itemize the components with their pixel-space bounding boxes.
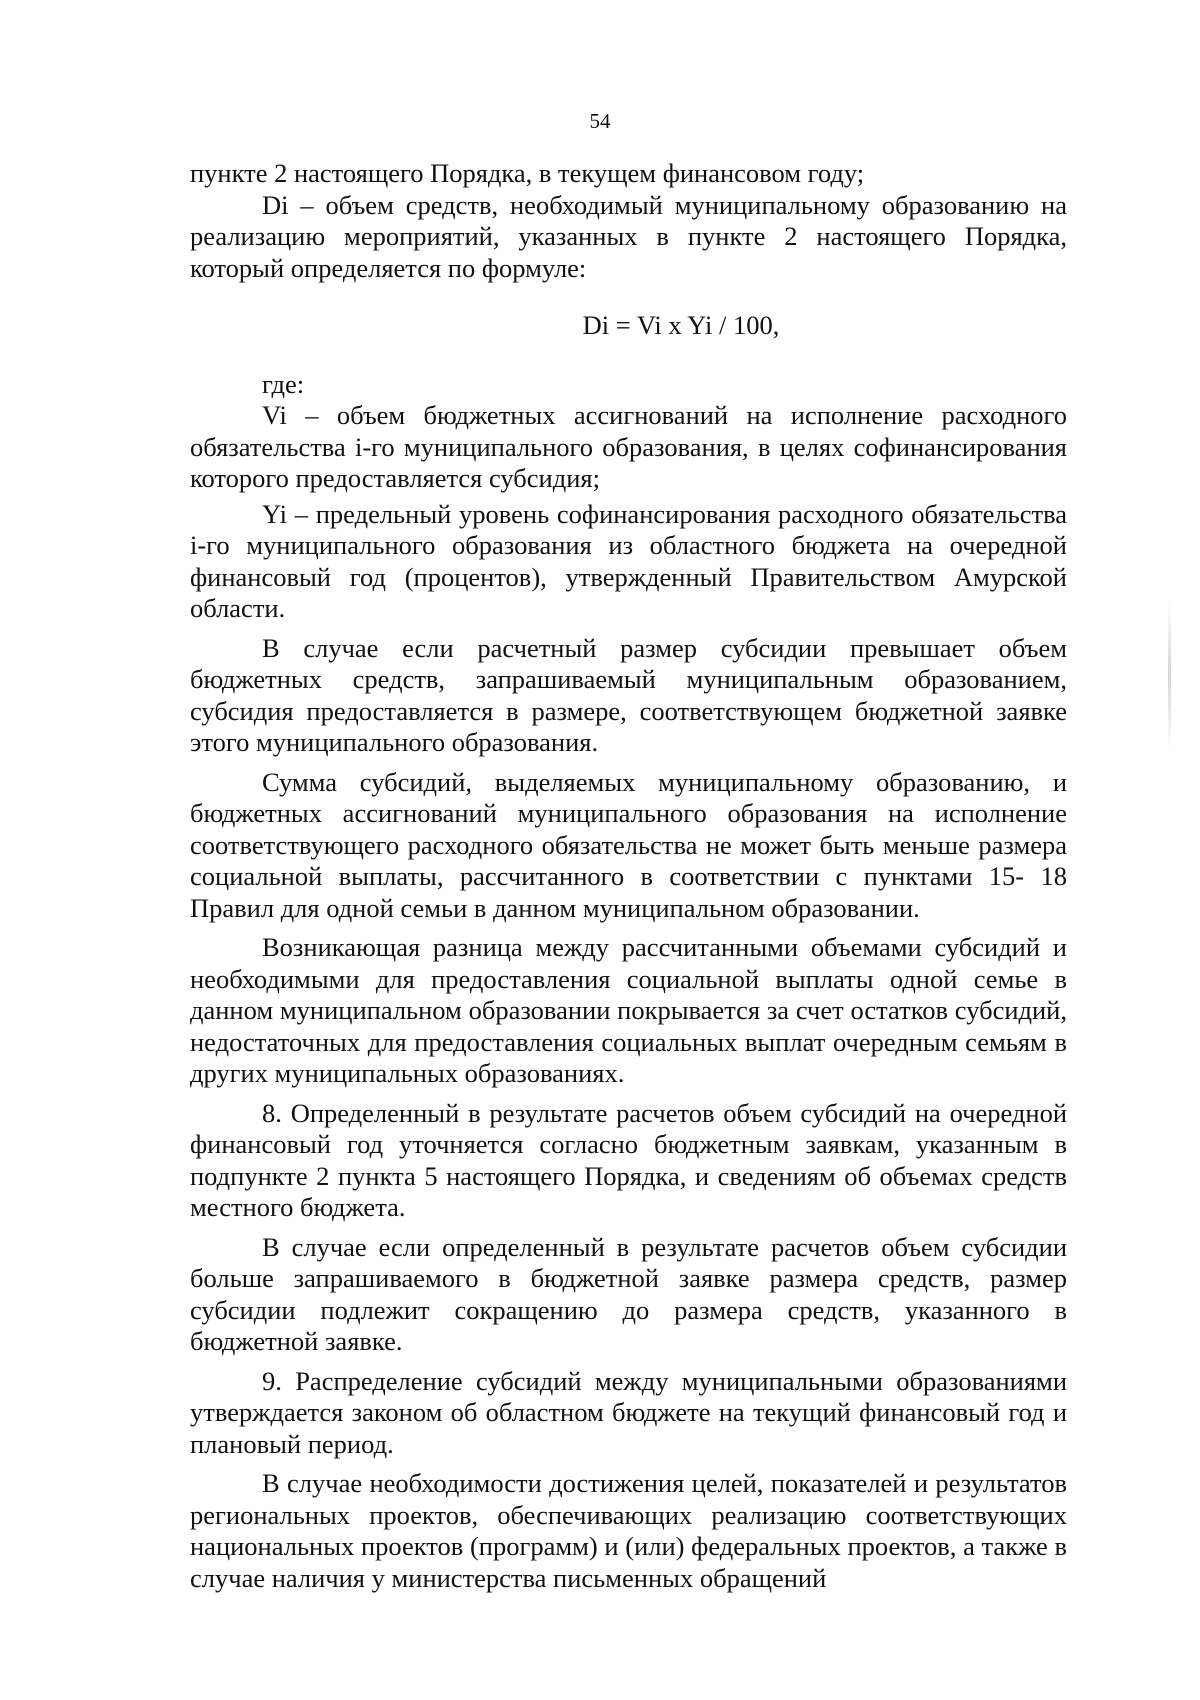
- page-number: 54: [589, 109, 611, 133]
- document-body: [190, 158, 1067, 1594]
- formula: Di = Vi x Yi / 100,: [582, 310, 780, 340]
- scan-edge-mark: [1168, 600, 1171, 750]
- paragraph-yi-definition: Yi – предельный уровень софинансирования расходного обязательства i-го муниципального образования из областного бюджета на очередной финансовый год (процентов), утвержденный Правительством Амурской области.: [190, 498, 1067, 623]
- paragraph-subsidy-exceeds: В случае если расчетный размер субсидии превышает объем бюджетных средств, запрашиваемый муниципальным образованием, субсидия предоставляется в размере, соответствующем бюджетной заявке этого муниципального образования.: [190, 632, 1067, 757]
- paragraph-item-8: 8. Определенный в результате расчетов объем субсидий на очередной финансовый год уточняется согласно бюджетным заявкам, указанным в подпункте 2 пункта 5 настоящего Порядка, и сведениям об объемах средств местного бюджета.: [190, 1097, 1067, 1222]
- paragraph-continuation: пункте 2 настоящего Порядка, в текущем финансовом году;: [190, 158, 865, 188]
- paragraph-national-projects: В случае необходимости достижения целей, показателей и результатов региональных проектов, обеспечивающих реализацию соответствующих национальных проектов (программ) и (или) федеральных проектов, а также в случае наличия у министерства письменных обращений: [190, 1468, 1067, 1593]
- paragraph-subsidy-sum: Сумма субсидий, выделяемых муниципальному образованию, и бюджетных ассигнований муниципального образования на исполнение соответствующего расходного обязательства не может быть меньше размера социальной выплаты, рассчитанного в соответствии с пунктами 15- 18 Правил для одной семьи в данном муниципальном образовании.: [190, 766, 1067, 923]
- paragraph-item-9: 9. Распределение субсидий между муниципальными образованиями утверждается законом об областном бюджете на текущий финансовый год и плановый период.: [190, 1365, 1067, 1459]
- paragraph-subsidy-reduction: В случае если определенный в результате расчетов объем субсидии больше запрашиваемого в бюджетной заявке размера средств, размер субсидии подлежит сокращению до размера средств, указанного в бюджетной заявке.: [190, 1231, 1067, 1356]
- paragraph-di-definition: Di – объем средств, необходимый муниципальному образованию на реализацию мероприятий, указанных в пункте 2 настоящего Порядка, который определяется по формуле:: [190, 189, 1067, 283]
- paragraph-where: где:: [262, 368, 305, 399]
- paragraph-difference: Возникающая разница между рассчитанными объемами субсидий и необходимыми для предоставления социальной выплаты одной семье в данном муниципальном образовании покрывается за счет остатков субсидий, недостаточных для предоставления социальных выплат очередным семьям в других муниципальных образованиях.: [190, 932, 1067, 1088]
- paragraph-vi-definition: Vi – объем бюджетных ассигнований на исполнение расходного обязательства i-го муниципального образования, в целях софинансирования которого предоставляется субсидия;: [190, 400, 1067, 493]
